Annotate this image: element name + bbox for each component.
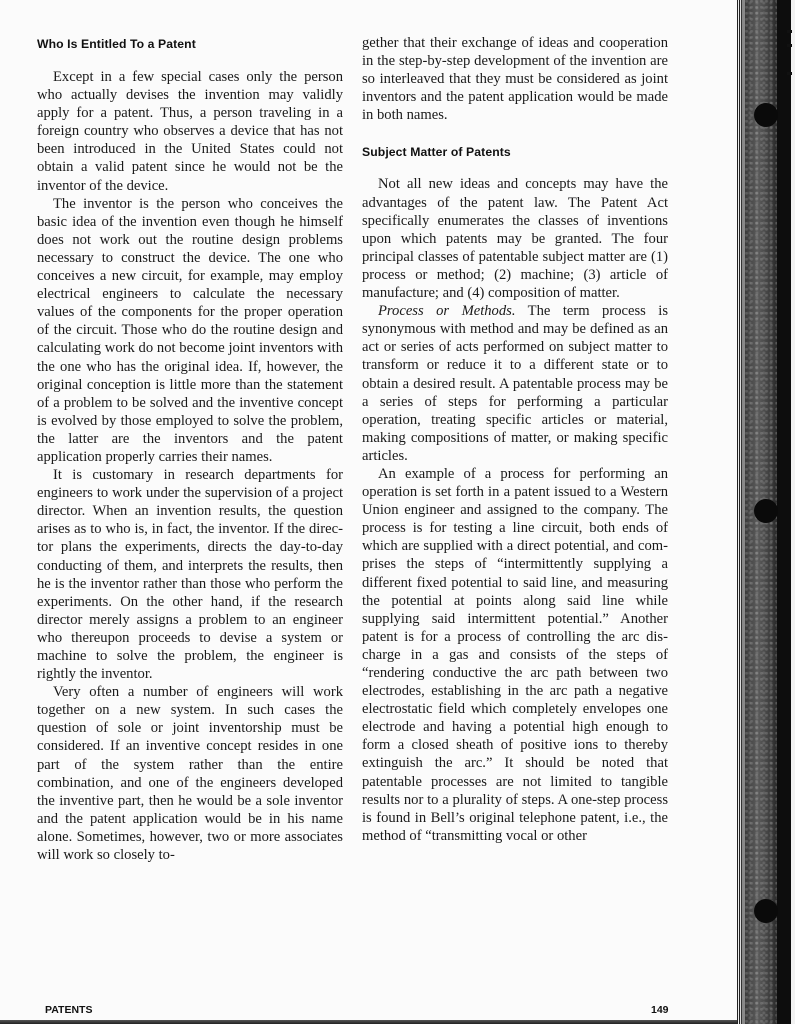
running-footer-title: PATENTS	[45, 1004, 93, 1016]
binder-edge-lines	[737, 0, 745, 1024]
binder-outer-edge	[791, 0, 795, 1024]
punch-hole-icon	[754, 899, 778, 923]
paragraph-text: The term process is synonymous with method and may be defined as an act or series of acts performed on subject matter to transform or reduce it to a different state or to obtain a desired result. A patentable process may be a series of steps for performing a particular operation, treating specific articles or material, making compositions of matter, or making specific articles.	[362, 303, 669, 464]
paragraph: Not all new ideas and concepts may have the advantages of the patent law. The Patent Act specifically enumerates the classes of inventions upon which patents may be granted. The four principal classes of patentable subject matter are (1) process or method; (2) machine; (3) article of manufacture; and (4) composition of matter.	[362, 176, 668, 302]
paragraph: The inventor is the person who conceives the basic idea of the invention even though he himself does not work out the routine design problems necessary to construct the device. The one who conceives a new circuit, for example, may employ electrical engineers to calculate the necessary values of the components for the proper operation of the circuit. Those who do the routine design and calculating work do not become joint inventors with the one who has the original idea. If, however, the original conception is little more than the statement of a problem to be solved and the inventive concept is evolved by those employed to solve the problem, the latter are the inventors and the patent application properly carries their names.	[37, 195, 343, 465]
right-column	[362, 34, 668, 845]
run-in-heading: Process or Methods.	[378, 303, 516, 320]
paragraph: It is customary in research departments for engineers to work under the supervision of a project director. When an invention results, the question arises as to who is, in fact, the inventor. If the director plans the experiments, directs the day-to-day conducting of them, and interprets the results, then he is the inventor rather than those who perform the experiments. On the other hand, if the research director merely assigns a problem to an engineer who thereupon proceeds to devise a system or machine to solve the problem, the engineer is rightly the inventor.	[37, 467, 343, 683]
paragraph-continuation: gether that their exchange of ideas and cooperation in the step-by-step development of the invention are so interleaved that they must be considered as joint inventors and the patent application would be made in both names.	[362, 35, 668, 124]
binder-mark	[787, 44, 792, 47]
binder-mark	[787, 30, 792, 33]
paragraph: An example of a process for performing an operation is set forth in a patent issued to a Western Union engineer and assigned to the company. The process is for testing a line circuit, both ends of which are supplied with a direct potential, and comprises the steps of “intermittently supplying a different fixed potential to said line, and measuring the potential at points along said line while supplying said intermittent potential.” Another patent is for a process of controlling the arc discharge in a gas and consists of the steps of “rendering conductive the arc path between two electrodes, establishing in the arc path a negative electrostatic field which completely envelopes one electrode and having a potential high enough to form a closed sheath of positive ions to thereby extinguish the arc.” It should be noted that patentable processes are not limited to tangible results nor to a plurality of steps. A one-step process is found in Bell’s original telephone patent, i.e., the method of “transmitting vocal or other	[362, 465, 668, 844]
punch-hole-icon	[754, 103, 778, 127]
section-heading-subject-matter: Subject Matter of Patents	[362, 145, 511, 160]
section-heading-who-is-entitled: Who Is Entitled To a Patent	[37, 37, 196, 51]
paragraph-process-methods	[362, 302, 668, 465]
page-bottom-edge	[0, 1020, 737, 1024]
paragraph: Except in a few special cases only the person who actually devises the invention may validly apply for a patent. Thus, a person traveling in a foreign country who observes a device that has not been introduced in the United States could not obtain a valid patent since he would not be the inventor of the device.	[37, 69, 343, 194]
paragraph: Very often a number of engineers will work together on a new system. In such cases the question of sole or joint inventorship must be considered. If an inventive concept resides in one part of the system rather than the entire combination, and one of the engineers developed the inventive part, then he would be a sole inventor and the patent application would be in his name alone. Sometimes, however, two or more associates will work so closely to-	[37, 684, 343, 864]
page-number: 149	[651, 1004, 669, 1016]
punch-hole-icon	[754, 499, 778, 523]
binder-shadow	[777, 0, 791, 1024]
binder-mark	[787, 72, 792, 75]
binder-strip	[737, 0, 795, 1024]
left-column	[37, 34, 343, 864]
